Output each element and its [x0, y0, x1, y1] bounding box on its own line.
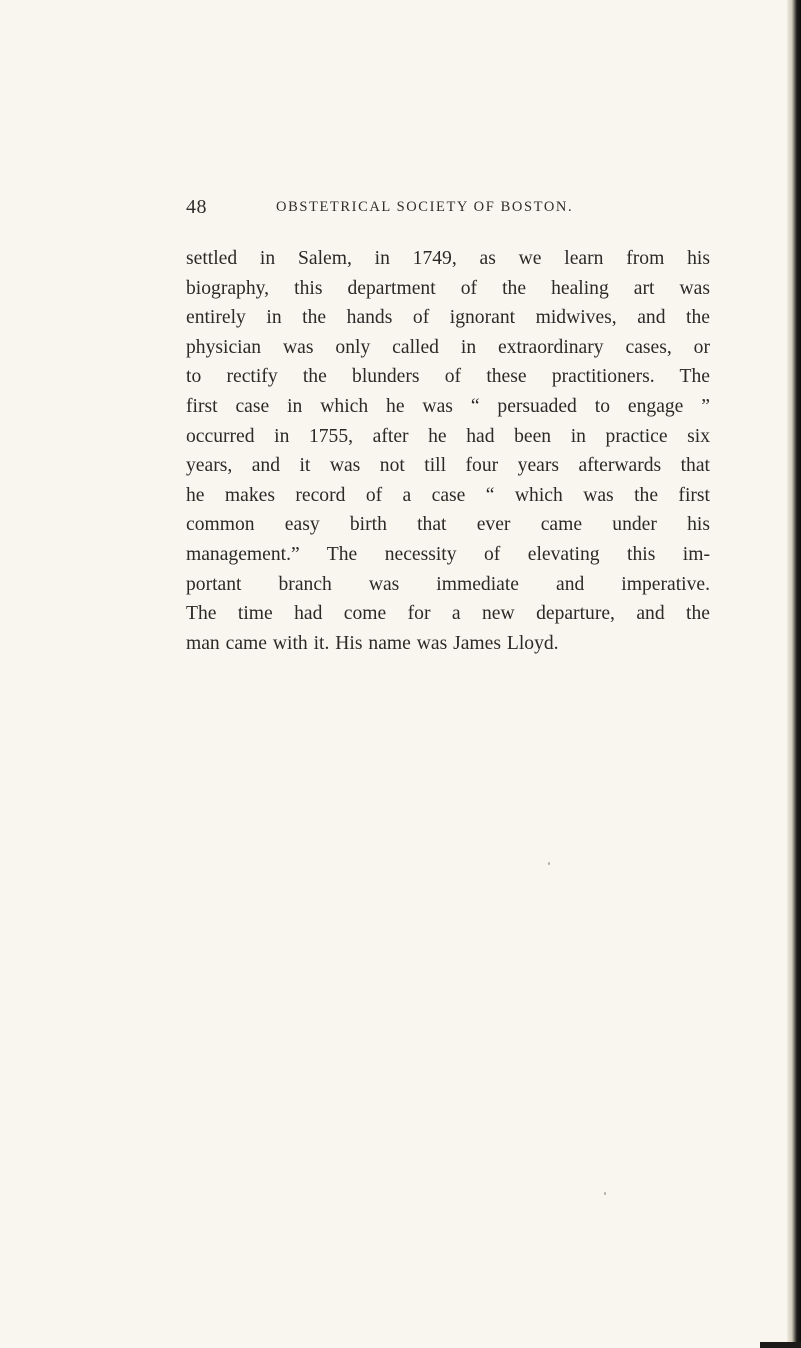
page-edge-shadow: [787, 0, 801, 1348]
text-line: first case in which he was “ persuaded to engage ”: [186, 395, 710, 417]
text-line: common easy birth that ever came under his: [186, 514, 710, 536]
text-line: settled in Salem, in 1749, as we learn from his: [186, 248, 710, 269]
page-number: 48: [186, 196, 207, 218]
text-line: he makes record of a case “ which was the first: [186, 484, 710, 506]
text-line: management.” The necessity of elevating this im-: [186, 543, 710, 565]
text-line: occurred in 1755, after he had been in practice six: [186, 425, 710, 447]
paper-speck: [548, 862, 550, 865]
text-line: portant branch was immediate and imperative.: [186, 573, 710, 595]
running-head: [186, 196, 716, 224]
paper-speck: [604, 1192, 606, 1195]
running-title: OBSTETRICAL SOCIETY OF BOSTON.: [276, 199, 574, 215]
page-edge-bottom: [760, 1342, 801, 1348]
text-line: biography, this department of the healing art was: [186, 277, 710, 299]
text-line: man came with it. His name was James Lloyd.: [186, 632, 559, 654]
text-line: entirely in the hands of ignorant midwives, and the: [186, 307, 710, 329]
text-line: years, and it was not till four years afterwards that: [186, 455, 710, 477]
text-line: to rectify the blunders of these practitioners. The: [186, 366, 710, 388]
text-line: The time had come for a new departure, and the: [186, 603, 710, 625]
body-paragraph: [186, 244, 710, 658]
text-line: physician was only called in extraordinary cases, or: [186, 336, 710, 358]
